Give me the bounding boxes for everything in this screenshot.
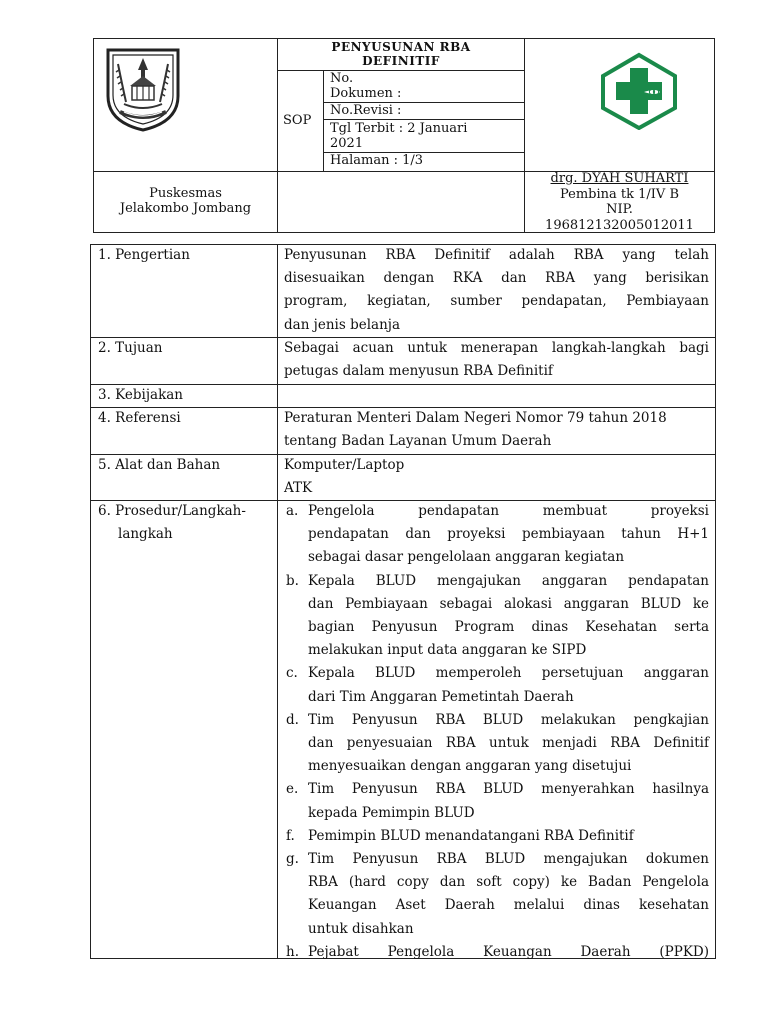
org-name — [94, 186, 277, 216]
text-line: RBA (hard copy dan soft copy) ke Badan Pengelola — [308, 874, 709, 891]
org-line-2: Jelakombo Jombang — [119, 201, 252, 216]
step-c — [308, 662, 709, 708]
text-line: Tim Penyusun RBA BLUD melakukan pengkajian — [308, 711, 709, 728]
text-line: dan Pembiayaan sebagai alokasi anggaran BLUD ke — [308, 595, 709, 612]
tgl-terbit-line-2: 2021 — [330, 136, 364, 151]
text-line: dari Tim Anggaran Pemetintah Daerah — [308, 688, 574, 705]
regency-crest-logo — [102, 44, 184, 132]
row-label-tujuan: 2. Tujuan — [98, 340, 163, 356]
no-dokumen-line-1: No. — [330, 71, 354, 86]
puskesmas-cross-logo — [598, 52, 680, 130]
org-line-1: Puskesmas — [149, 186, 222, 201]
tgl-terbit — [330, 121, 467, 151]
text-line: menyesuaikan dengan anggaran yang disetujui — [308, 758, 632, 775]
text-line: Kepala BLUD mengajukan anggaran pendapatan — [308, 572, 709, 589]
no-dokumen — [330, 71, 401, 101]
step-g — [308, 848, 709, 941]
document-title — [278, 40, 524, 68]
signer-name: drg. DYAH SUHARTI — [550, 171, 689, 186]
step-letter: a. — [286, 503, 299, 519]
row-label-kebijakan: 3. Kebijakan — [98, 387, 184, 403]
tgl-terbit-line-1: Tgl Terbit : 2 Januari — [330, 121, 468, 136]
step-d — [308, 709, 709, 779]
step-letter: c. — [286, 665, 298, 682]
no-revisi: No.Revisi : — [330, 103, 402, 118]
text-line: pendapatan dan proyeksi pembiayaan tahun H+1 — [308, 526, 709, 543]
text-line: dan jenis belanja — [284, 316, 401, 333]
text-line: Peraturan Menteri Dalam Negeri Nomor 79 tahun 2018 — [284, 410, 667, 426]
text-line: Pemimpin BLUD menandatangani RBA Definitif — [308, 827, 634, 844]
row-content-tujuan — [284, 337, 709, 383]
step-b — [308, 570, 709, 663]
row-content-alat-bahan — [284, 454, 709, 500]
text-line: sebagai dasar pengelolaan anggaran kegiatan — [308, 549, 625, 566]
text-line: tentang Badan Layanan Umum Daerah — [284, 433, 552, 450]
row-label-alat-bahan: 5. Alat dan Bahan — [98, 457, 221, 473]
text-line: untuk disahkan — [308, 920, 414, 937]
row-label-referensi: 4. Referensi — [98, 410, 181, 426]
title-line-1: PENYUSUNAN RBA — [331, 40, 471, 54]
halaman: Halaman : 1/3 — [330, 153, 424, 168]
title-line-2: DEFINITIF — [362, 54, 440, 68]
text-line: Keuangan Aset Daerah melalui dinas kesehatan — [308, 897, 709, 914]
crest-icon — [102, 44, 184, 132]
row-label-pengertian: 1. Pengertian — [98, 247, 190, 263]
text-line: Kepala BLUD memperoleh persetujuan anggaran — [308, 665, 709, 682]
signer-nip-label: NIP. — [606, 202, 633, 217]
text-line: petugas dalam menyusun RBA Definitif — [284, 363, 553, 380]
text-line: Komputer/Laptop — [284, 457, 405, 473]
row-content-referensi — [284, 407, 709, 453]
text-line: bagian Penyusun Program dinas Kesehatan serta — [308, 618, 709, 635]
sop-label: SOP — [283, 113, 312, 128]
text-line: ATK — [284, 480, 313, 497]
step-letter: d. — [286, 711, 299, 728]
text-line: kepada Pemimpin BLUD — [308, 804, 475, 821]
text-line: Pejabat Pengelola Keuangan Daerah (PPKD) — [308, 943, 709, 960]
text-line: Sebagai acuan untuk menerapan langkah-langkah bagi — [284, 340, 709, 356]
label-line: 6. Prosedur/Langkah- — [98, 503, 246, 519]
row-content-pengertian — [284, 244, 709, 337]
step-h — [308, 941, 709, 964]
step-e — [308, 778, 709, 824]
text-line: melakukan input data anggaran ke SIPD — [308, 642, 587, 659]
text-line: dan penyesuaian RBA untuk menjadi RBA Definitif — [308, 734, 709, 751]
step-letter: h. — [286, 943, 299, 960]
signer-nip: 196812132005012011 — [545, 217, 694, 233]
signer-rank: Pembina tk 1/IV B — [559, 186, 679, 202]
text-line: program, kegiatan, sumber pendapatan, Pembiayaan — [284, 293, 709, 310]
label-line: langkah — [118, 526, 173, 543]
text-line: disesuaikan dengan RKA dan RBA yang berisikan — [284, 270, 709, 287]
row-label-prosedur — [98, 500, 246, 546]
signer-block — [525, 171, 714, 233]
text-line: Pengelola pendapatan membuat proyeksi — [308, 503, 709, 519]
text-line: Tim Penyusun RBA BLUD mengajukan dokumen — [308, 851, 709, 867]
step-letter: b. — [286, 572, 299, 589]
step-f — [308, 825, 709, 848]
text-line: Tim Penyusun RBA BLUD menyerahkan hasilnya — [308, 781, 709, 798]
text-line: Penyusunan RBA Definitif adalah RBA yang telah — [284, 247, 709, 263]
step-a — [308, 500, 709, 570]
step-letter: f. — [286, 827, 295, 844]
health-cross-icon — [598, 52, 680, 130]
no-dokumen-line-2: Dokumen : — [330, 86, 402, 101]
step-letter: e. — [286, 781, 299, 798]
step-letter: g. — [286, 851, 299, 867]
